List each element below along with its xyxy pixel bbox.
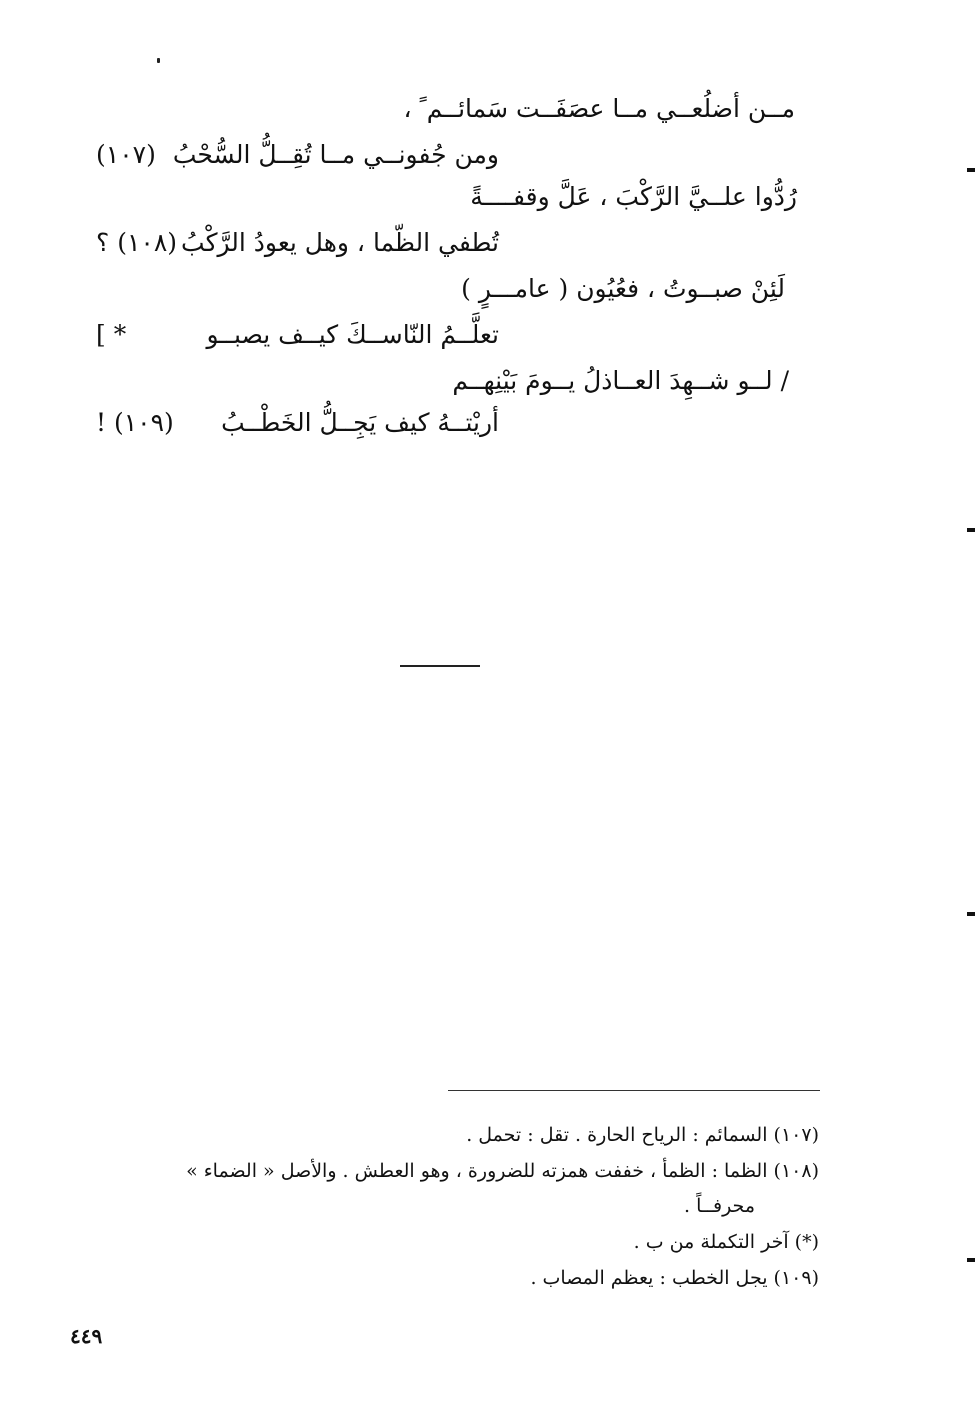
footnote-109: (١٠٩) يجل الخطب : يعظم المصاب . [530,1267,819,1289]
poem-line-2: ومن جُفونــي مــا تُقِــلُّ السُّحْبُ [172,140,499,169]
scan-edge-mark [967,168,975,172]
poem-line-4: تُطفي الظّما ، وهل يعودُ الرَّكْبُ [181,228,499,257]
scan-edge-mark [967,1258,975,1262]
footnote-107: (١٠٧) السمائم : الرياح الحارة . تقل : تحمل . [466,1124,819,1146]
footnote-ref-109: (١٠٩) ! [96,408,174,437]
poem-line-5: لَئِنْ صبــوتُ ، فعُيُون ( عامـــرٍ ) [461,274,785,303]
ink-speck [157,58,160,63]
footnote-ref-107: (١٠٧) [96,140,156,169]
poem-line-3: رُدُّوا علــيَّ الرَّكْبَ ، عَلَّ وقفــــةً [470,182,797,211]
footnote-separator [448,1090,820,1091]
footnote-star: (*) آخر التكملة من ب . [633,1231,819,1253]
footnote-108-continuation: محرفــاً . [683,1195,755,1217]
footnote-108: (١٠٨) الظما : الظمأ ، خففت همزته للضرورة ، وهو العطش . والأصل « الضماء » [186,1160,819,1182]
page-number: ٤٤٩ [70,1324,103,1348]
poem-line-7: / لــو شــهِدَ العــاذلُ يــومَ بَيْنِهــم [452,366,789,395]
scan-edge-mark [967,912,975,916]
poem-line-6: تعلَّــمُ النّاســكَ كيــف يصبــو [206,320,499,349]
scan-edge-mark [967,528,975,532]
poem-line-8: أريْتــهُ كيف يَجِــلُّ الخَطْــبُ [221,408,499,437]
insertion-mark: * ] [96,320,127,349]
footnote-ref-108: (١٠٨) ؟ [96,228,178,257]
section-divider [400,665,480,667]
poem-line-1: مــن أضلُعــي مــا عصَفَــت سَمائــم ً ، [403,94,795,123]
